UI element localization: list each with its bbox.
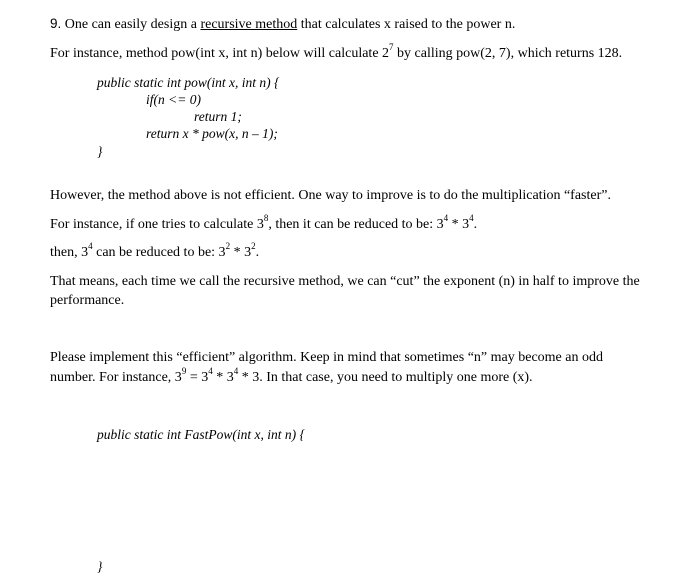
reduce-example-line: [50, 213, 478, 233]
reduce-text-a: For instance, if one tries to calculate 3: [50, 217, 264, 232]
implement-instruction: Please implement this “efficient” algorithm. Keep in mind that sometimes “n” may become an odd: [50, 350, 603, 365]
question-number: 9.: [50, 16, 62, 31]
code-fastpow-signature: public static int FastPow(int x, int n) {: [97, 427, 305, 442]
odd-text-d: * 3. In that case, you need to multiply one more (x).: [238, 370, 533, 385]
reduce-exp-1: 8: [263, 213, 269, 224]
reduce-text-c: * 3: [448, 217, 470, 232]
performance-line: performance.: [50, 293, 125, 308]
odd-text-b: = 3: [186, 370, 209, 385]
odd-exp-1: 9: [181, 366, 187, 377]
reduce2-exp-2: 2: [225, 241, 231, 252]
odd-example-line: [50, 366, 533, 386]
reduce-text-d: .: [473, 217, 478, 232]
example-line: [50, 42, 623, 62]
code-pow-signature: public static int pow(int x, int n) {: [97, 75, 280, 90]
reduce2-text-d: .: [255, 245, 260, 260]
example-text-b: by calling pow(2, 7), which returns 128.: [393, 46, 623, 61]
reduce-exp-3: 4: [469, 213, 474, 224]
reduce-text-b: , then it can be reduced to be: 3: [268, 217, 444, 232]
reduce2-exp-3: 2: [251, 241, 256, 252]
reduce-exp-2: 4: [443, 213, 449, 224]
example-text-a: For instance, method pow(int x, int n) below will calculate 2: [50, 46, 390, 61]
odd-text-c: * 3: [212, 370, 234, 385]
efficiency-note: However, the method above is not efficient. One way to improve is to do the multiplication “faster”.: [50, 188, 611, 203]
intro-text-a: One can easily design a: [64, 17, 197, 32]
recursive-method-link[interactable]: recursive method: [200, 17, 298, 32]
reduce2-text-c: * 3: [230, 245, 252, 260]
code-pow-return-1: return 1;: [194, 109, 242, 124]
code-pow-if: if(n <= 0): [146, 92, 201, 107]
code-fastpow-close: }: [97, 559, 103, 574]
example-exponent: 7: [389, 42, 394, 53]
odd-exp-2: 4: [208, 366, 213, 377]
reduce2-text-a: then, 3: [50, 245, 89, 260]
odd-text-a: number. For instance, 3: [50, 370, 182, 385]
intro-text-b: that calculates x raised to the power n.: [300, 17, 516, 32]
reduce-second-line: [50, 241, 260, 261]
code-pow-return-rec: return x * pow(x, n – 1);: [146, 126, 278, 141]
odd-exp-3: 4: [233, 366, 239, 377]
question-title: [50, 16, 515, 33]
reduce2-exp-1: 4: [88, 241, 93, 252]
reduce2-text-b: can be reduced to be: 3: [92, 245, 226, 260]
code-pow-close: }: [97, 144, 103, 159]
cut-exponent-line: That means, each time we call the recursive method, we can “cut” the exponent (n) in half to improve the: [50, 274, 640, 289]
